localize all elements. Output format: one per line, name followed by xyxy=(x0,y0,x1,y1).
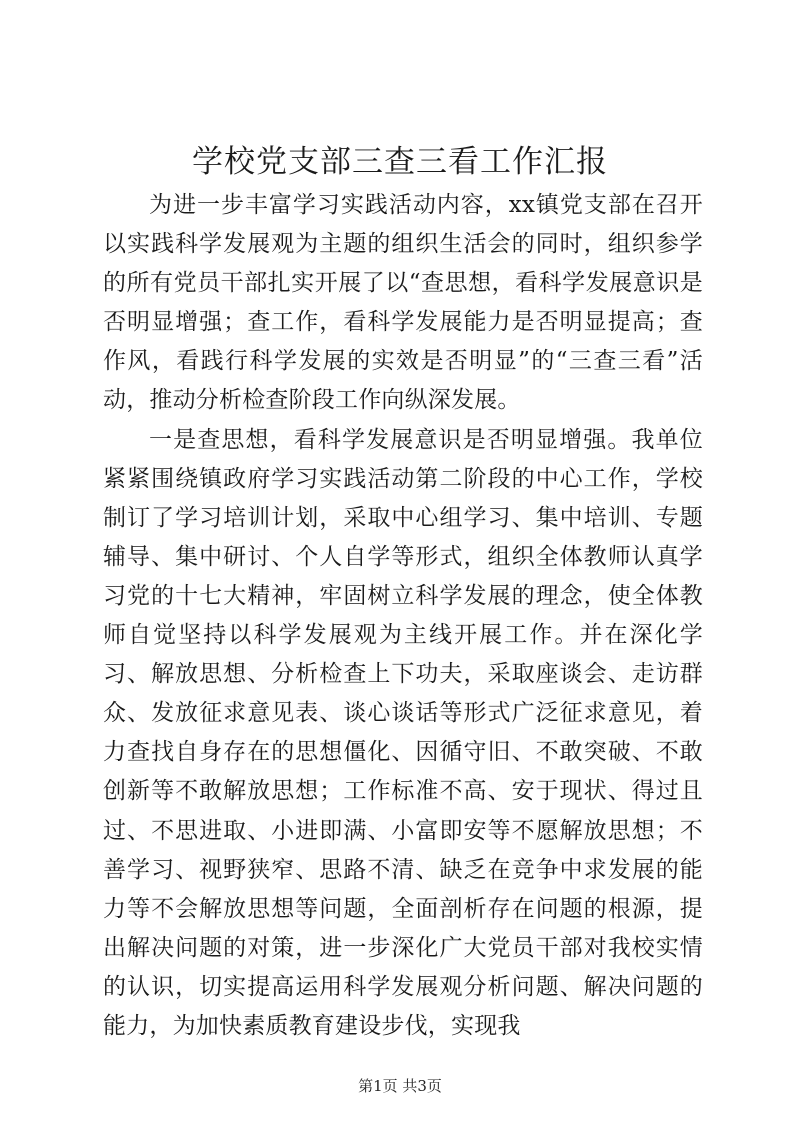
body-paragraph-intro: 为进一步丰富学习实践活动内容，xx镇党支部在召开以实践科学发展观为主题的组织生活会的同时，组织参学的所有党员干部扎实开展了以“查思想，看科学发展意识是否明显增强；查工作，看科学发展能力是否明显提高；查作风，看践行科学发展的实效是否明显”的“三查三看”活动，推动分析检查阶段工作向纵深发展。 xyxy=(103,192,703,414)
document-title: 学校党支部三查三看工作汇报 xyxy=(192,144,608,180)
body-paragraph-check-thinking: 一是查思想，看科学发展意识是否明显增强。我单位紧紧围绕镇政府学习实践活动第二阶段的中心工作，学校制订了学习培训计划，采取中心组学习、集中培训、专题辅导、集中研讨、个人自学等形式，组织全体教师认真学习党的十七大精神，牢固树立科学发展的理念，使全体教师自觉坚持以科学发展观为主线开展工作。并在深化学习、解放思想、分析检查上下功夫，采取座谈会、走访群众、发放征求意见表、谈心谈话等形式广泛征求意见，着力查找自身存在的思想僵化、因循守旧、不敢突破、不敢创新等不敢解放思想；工作标准不高、安于现状、得过且过、不思进取、小进即满、小富即安等不愿解放思想；不善学习、视野狭窄、思路不清、缺乏在竞争中求发展的能力等不会解放思想等问题，全面剖析存在问题的根源，提出解决问题的对策，进一步深化广大党员干部对我校实情的认识，切实提高运用科学发展观分析问题、解决问题的能力，为加快素质教育建设步伐，实现我 xyxy=(103,426,703,1039)
page-footer: 第1页 共3页 xyxy=(358,1077,442,1095)
document-body xyxy=(103,186,703,1046)
